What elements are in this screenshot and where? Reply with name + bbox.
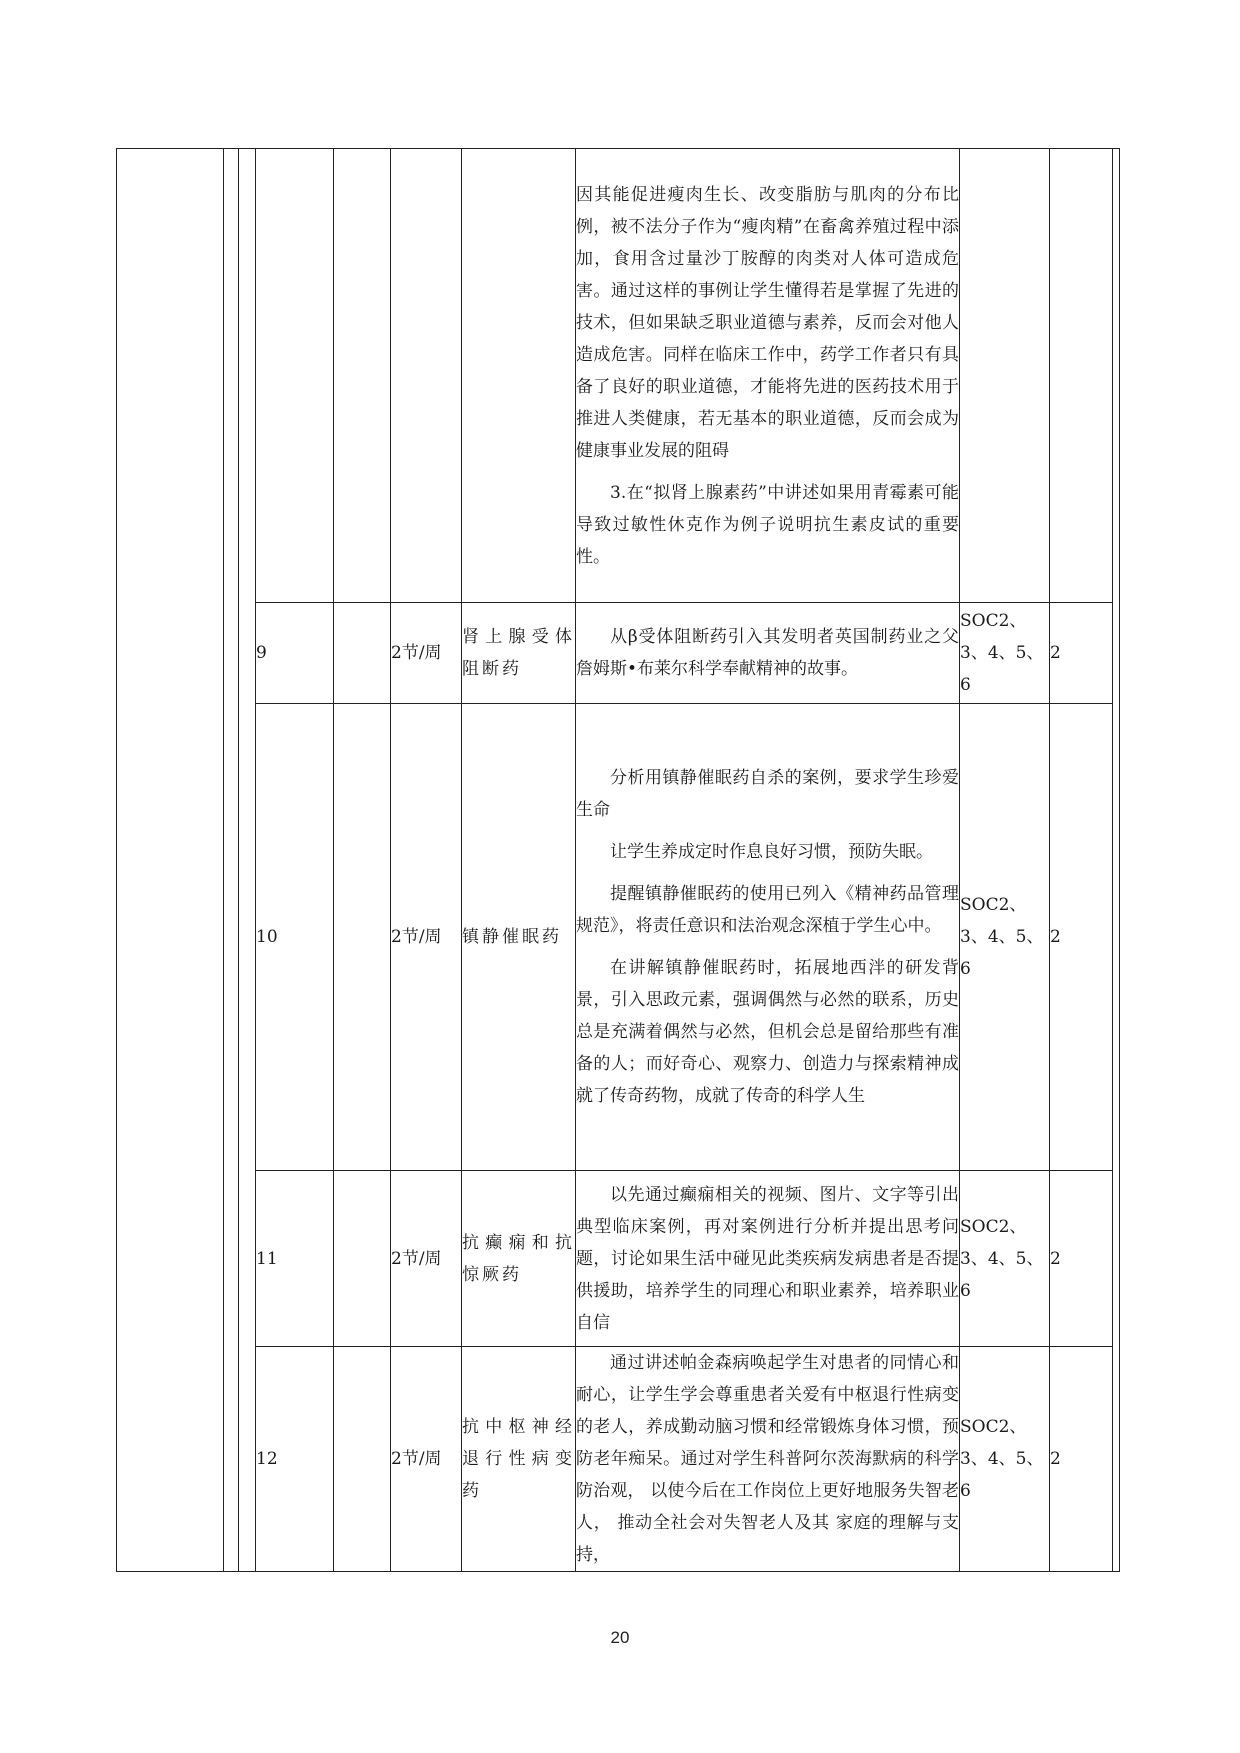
row-content bbox=[576, 1347, 960, 1572]
content-paragraph: 分析用镇静催眠药自杀的案例，要求学生珍爱生命 bbox=[576, 768, 959, 820]
row-number: 10 bbox=[256, 704, 334, 1171]
row-credit: 2 bbox=[1050, 603, 1113, 704]
table-row bbox=[117, 1171, 1120, 1347]
spacer-cell bbox=[224, 149, 239, 1572]
empty-cell bbox=[334, 704, 391, 1171]
empty-cell bbox=[334, 1171, 391, 1347]
content-paragraph: 因其能促进瘦肉生长、改变脂肪与肌肉的分布比例，被不法分子作为“瘦肉精”在畜禽养殖过程中添加，食用含过量沙丁胺醇的肉类对人体可造成危害。通过这样的事例让学生懂得若是掌握了先进的技术，但如果缺乏职业道德与素养，反而会对他人造成危害。同样在临床工作中，药学工作者只有具备了良好的职业道德，才能将先进的医药技术用于推进人类健康，若无基本的职业道德，反而会成为健康事业发展的阻碍 bbox=[576, 184, 959, 461]
row-topic bbox=[462, 149, 576, 603]
row-topic: 抗中枢神经退行性病变药 bbox=[462, 1347, 576, 1572]
table-row bbox=[117, 149, 1120, 603]
empty-cell bbox=[334, 1347, 391, 1572]
row-content bbox=[576, 149, 960, 603]
table-row bbox=[117, 704, 1120, 1171]
row-topic: 抗癫痫和抗惊厥药 bbox=[462, 1171, 576, 1347]
row-soc: SOC2、3、4、5、6 bbox=[960, 603, 1050, 704]
table-row bbox=[117, 603, 1120, 704]
content-paragraph: 让学生养成定时作息良好习惯，预防失眠。 bbox=[610, 842, 933, 862]
empty-cell bbox=[334, 149, 391, 603]
row-soc bbox=[960, 149, 1050, 603]
row-hours: 2节/周 bbox=[391, 704, 462, 1171]
content-paragraph: 通过讲述帕金森病唤起学生对患者的同情心和耐心，让学生学会尊重患者关爱有中枢退行性病变的老人，养成勤动脑习惯和经常锻炼身体习惯，预防老年痴呆。通过对学生科普阿尔茨海默病的科学防治观， 以使今后在工作岗位上更好地服务失智老人， 推动全社会对失智老人及其 家庭的理解与支持， bbox=[576, 1353, 959, 1565]
content-paragraph: 提醒镇静催眠药的使用已列入《精神药品管理规范》，将责任意识和法治观念深植于学生心中。 bbox=[576, 884, 959, 936]
row-hours: 2节/周 bbox=[391, 603, 462, 704]
empty-cell bbox=[334, 603, 391, 704]
page-number: 20 bbox=[610, 1628, 630, 1647]
row-content bbox=[576, 603, 960, 704]
row-soc: SOC2、3、4、5、6 bbox=[960, 1171, 1050, 1347]
row-credit bbox=[1050, 149, 1113, 603]
row-number: 12 bbox=[256, 1347, 334, 1572]
row-soc: SOC2、3、4、5、6 bbox=[960, 1347, 1050, 1572]
content-paragraph: 在讲解镇静催眠药时，拓展地西泮的研发背景，引入思政元素，强调偶然与必然的联系，历史总是充满着偶然与必然，但机会总是留给那些有准备的人；而好奇心、观察力、创造力与探索精神成就了传奇药物，成就了传奇的科学人生 bbox=[576, 958, 959, 1106]
row-credit: 2 bbox=[1050, 1171, 1113, 1347]
content-paragraph: 以先通过癫痫相关的视频、图片、文字等引出典型临床案例，再对案例进行分析并提出思考问题，讨论如果生活中碰见此类疾病发病患者是否提供援助，培养学生的同理心和职业素养，培养职业自信 bbox=[576, 1184, 959, 1333]
row-topic: 肾上腺受体阻断药 bbox=[462, 603, 576, 704]
spacer-cell bbox=[239, 149, 256, 1572]
row-number bbox=[256, 149, 334, 603]
table-row bbox=[117, 1347, 1120, 1572]
row-hours bbox=[391, 149, 462, 603]
course-table bbox=[116, 148, 1120, 1572]
merged-outer-cell bbox=[117, 149, 224, 1572]
row-content bbox=[576, 704, 960, 1171]
row-content bbox=[576, 1171, 960, 1347]
row-credit: 2 bbox=[1050, 704, 1113, 1171]
row-credit: 2 bbox=[1050, 1347, 1113, 1572]
row-soc: SOC2、3、4、5、6 bbox=[960, 704, 1050, 1171]
content-paragraph: 3.在“拟肾上腺素药”中讲述如果用青霉素可能导致过敏性休克作为例子说明抗生素皮试的重要性。 bbox=[576, 482, 959, 567]
row-number: 9 bbox=[256, 603, 334, 704]
row-topic: 镇静催眠药 bbox=[462, 704, 576, 1171]
row-number: 11 bbox=[256, 1171, 334, 1347]
row-hours: 2节/周 bbox=[391, 1171, 462, 1347]
row-hours: 2节/周 bbox=[391, 1347, 462, 1572]
spacer-cell-right bbox=[1113, 149, 1120, 1572]
content-paragraph: 从β受体阻断药引入其发明者英国制药业之父詹姆斯•布莱尔科学奉献精神的故事。 bbox=[576, 627, 959, 679]
